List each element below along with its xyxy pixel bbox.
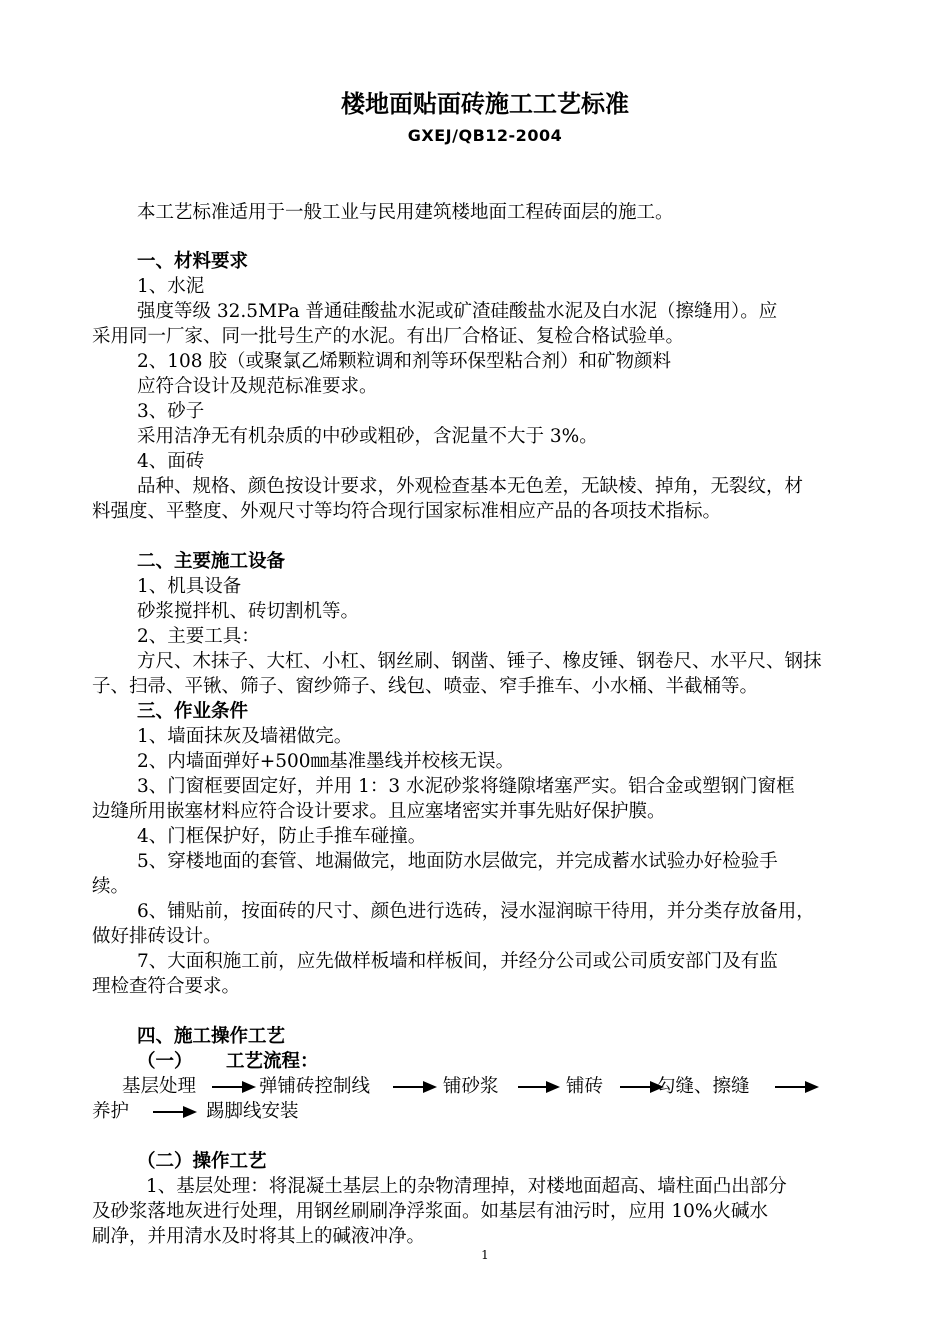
text-line: 方尺、木抹子、大杠、小杠、钢丝刷、钢凿、锤子、橡皮锤、钢卷尺、水平尺、钢抹 <box>137 651 822 672</box>
subsection-title-flow: 工艺流程： <box>226 1051 319 1072</box>
flow-arrow <box>775 1081 819 1093</box>
document-code: GXEJ/QB12-2004 <box>407 126 563 145</box>
section-heading-materials: 一、材料要求 <box>137 251 249 272</box>
text-line: 4、面砖 <box>137 451 205 472</box>
flow-step: 踢脚线安装 <box>206 1101 299 1122</box>
flow-arrow <box>518 1081 560 1093</box>
text-line: 1、基层处理：将混凝土基层上的杂物清理掉，对楼地面超高、墙柱面凸出部分 <box>146 1176 787 1197</box>
subsection-title-operation: （二）操作工艺 <box>137 1151 267 1172</box>
text-line: 5、穿楼地面的套管、地漏做完，地面防水层做完，并完成蓄水试验办好检验手 <box>137 851 778 872</box>
text-line: 刷净，并用清水及时将其上的碱液冲净。 <box>92 1226 426 1247</box>
flow-arrow <box>153 1106 197 1118</box>
text-line: 采用同一厂家、同一批号生产的水泥。有出厂合格证、复检合格试验单。 <box>92 326 685 347</box>
text-line: 品种、规格、颜色按设计要求，外观检查基本无色差，无缺棱、掉角，无裂纹，材 <box>137 476 804 497</box>
text-line: 1、机具设备 <box>137 576 242 597</box>
subsection-number: （一） <box>137 1051 193 1072</box>
text-line: 4、门框保护好，防止手推车碰撞。 <box>137 826 427 847</box>
text-line: 边缝所用嵌塞材料应符合设计要求。且应塞堵密实并事先贴好保护膜。 <box>92 801 666 822</box>
flow-arrow <box>393 1081 437 1093</box>
text-line: 1、水泥 <box>137 276 205 297</box>
flow-step: 基层处理 <box>122 1076 197 1097</box>
text-line: 6、铺贴前，按面砖的尺寸、颜色进行选砖，浸水湿润晾干待用，并分类存放备用， <box>137 901 815 922</box>
text-line: 做好排砖设计。 <box>92 926 222 947</box>
text-line: 理检查符合要求。 <box>92 976 241 997</box>
text-line: 3、门窗框要固定好，并用 1：3 水泥砂浆将缝隙堵塞严实。铝合金或塑钢门窗框 <box>137 776 795 797</box>
intro-paragraph: 本工艺标准适用于一般工业与民用建筑楼地面工程砖面层的施工。 <box>137 202 674 223</box>
flow-arrow <box>212 1081 256 1093</box>
text-line: 砂浆搅拌机、砖切割机等。 <box>137 601 360 622</box>
flow-step: 铺砂浆 <box>443 1076 499 1097</box>
text-line: 采用洁净无有机杂质的中砂或粗砂，含泥量不大于 3%。 <box>137 426 598 447</box>
text-line: 应符合设计及规范标准要求。 <box>137 376 378 397</box>
text-line: 2、内墙面弹好+500㎜基准墨线并校核无误。 <box>137 751 515 772</box>
text-line: 2、108 胶（或聚氯乙烯颗粒调和剂等环保型粘合剂）和矿物颜料 <box>137 351 671 372</box>
document-title: 楼地面贴面砖施工工艺标准 <box>341 90 629 118</box>
flow-step: 养护 <box>92 1101 130 1122</box>
flow-step: 弹铺砖控制线 <box>259 1076 371 1097</box>
text-line: 料强度、平整度、外观尺寸等均符合现行国家标准相应产品的各项技术指标。 <box>92 501 722 522</box>
text-line: 2、主要工具： <box>137 626 260 647</box>
page-number: 1 <box>481 1248 489 1262</box>
section-heading-conditions: 三、作业条件 <box>137 701 249 722</box>
text-line: 子、扫帚、平锹、筛子、窗纱筛子、线包、喷壶、窄手推车、小水桶、半截桶等。 <box>92 676 759 697</box>
text-line: 7、大面积施工前，应先做样板墙和样板间，并经分公司或公司质安部门及有监 <box>137 951 778 972</box>
text-line: 3、砂子 <box>137 401 205 422</box>
flow-step: 铺砖 <box>566 1076 604 1097</box>
section-heading-process: 四、施工操作工艺 <box>137 1026 286 1047</box>
text-line: 强度等级 32.5MPa 普通硅酸盐水泥或矿渣硅酸盐水泥及白水泥（擦缝用）。应 <box>137 301 778 322</box>
section-heading-equipment: 二、主要施工设备 <box>137 551 286 572</box>
text-line: 及砂浆落地灰进行处理，用钢丝刷刷净浮浆面。如基层有油污时，应用 10%火碱水 <box>92 1201 769 1222</box>
flow-step: 勾缝、擦缝 <box>657 1076 750 1097</box>
text-line: 1、墙面抹灰及墙裙做完。 <box>137 726 353 747</box>
text-line: 续。 <box>92 876 130 897</box>
